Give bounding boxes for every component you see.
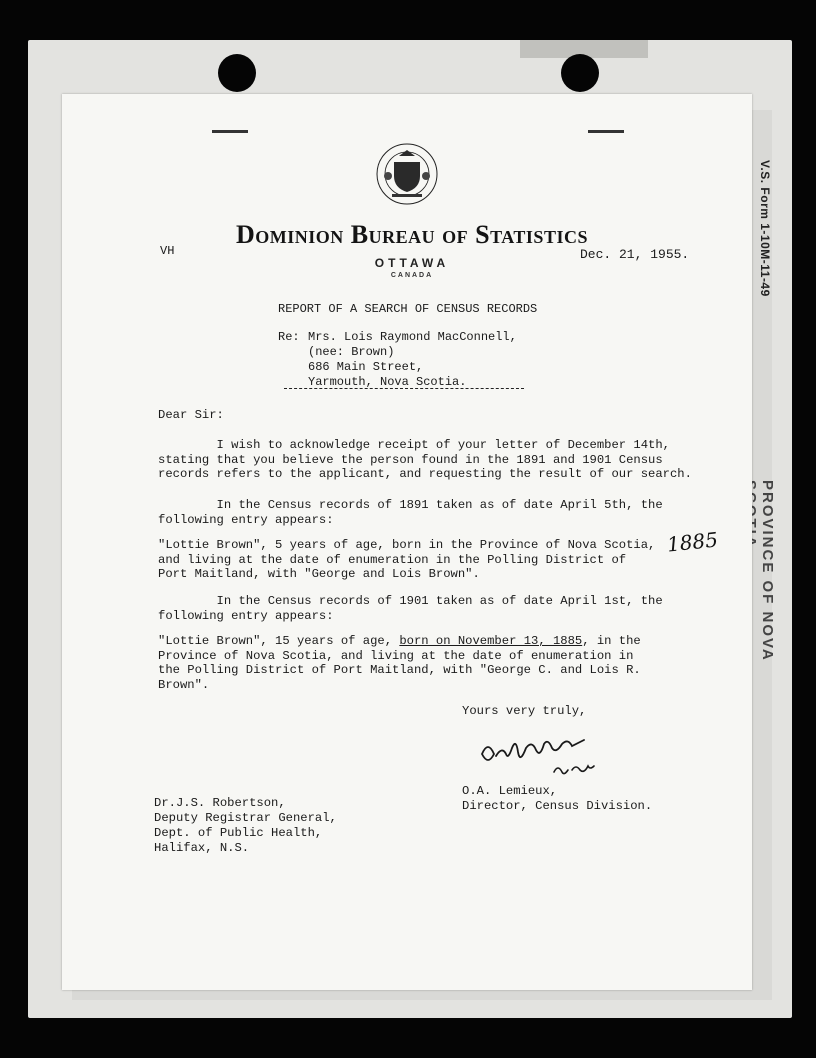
- letter-page: [62, 94, 752, 990]
- paragraph-line: stating that you believe the person found in the 1891 and 1901 Census: [158, 452, 663, 467]
- paragraph-line: I wish to acknowledge receipt of your letter of December 14th,: [158, 438, 670, 452]
- handwritten-signature: [476, 734, 616, 782]
- recipient-address: [154, 796, 337, 856]
- paragraph-line: the Polling District of Port Maitland, with "George C. and Lois R.: [158, 663, 641, 677]
- paragraph-1: [158, 438, 692, 482]
- quote-text: , in the: [582, 634, 641, 648]
- re-label: Re:: [278, 330, 300, 344]
- address-line: Halifax, N.S.: [154, 841, 250, 855]
- handwritten-year-note: 1885: [665, 527, 720, 557]
- closing: Yours very truly,: [462, 704, 587, 718]
- paragraph-line: "Lottie Brown", 5 years of age, born in the Province of Nova Scotia,: [158, 538, 656, 552]
- quote-text: "Lottie Brown", 15 years of age,: [158, 634, 400, 648]
- re-line: (nee: Brown): [308, 345, 395, 359]
- mark-right: [588, 130, 624, 133]
- report-title: REPORT OF A SEARCH OF CENSUS RECORDS: [278, 302, 538, 316]
- org-name: Dominion Bureau of Statistics: [236, 220, 588, 249]
- re-line: 686 Main Street,: [308, 360, 424, 374]
- paragraph-3-quote-1891: [158, 538, 655, 582]
- paragraph-5-quote-1901: [158, 634, 641, 692]
- salutation: Dear Sir:: [158, 408, 224, 422]
- address-line: Deputy Registrar General,: [154, 811, 337, 825]
- punch-hole-left: [218, 54, 256, 92]
- signer-name: O.A. Lemieux,: [462, 784, 558, 798]
- typist-initials: VH: [160, 244, 175, 258]
- paragraph-line: Port Maitland, with "George and Lois Brown".: [158, 567, 480, 581]
- address-line: Dr.J.S. Robertson,: [154, 796, 286, 810]
- letter-date: Dec. 21, 1955.: [580, 247, 690, 262]
- signer-block: [462, 784, 652, 814]
- re-block: [278, 330, 517, 390]
- re-divider: [284, 388, 524, 389]
- paragraph-line: In the Census records of 1901 taken as of date April 1st, the: [158, 594, 663, 608]
- underlined-birth-date: born on November 13, 1885: [399, 634, 583, 648]
- punch-hole-right: [561, 54, 599, 92]
- org-city: OTTAWA: [374, 256, 450, 270]
- paragraph-line: following entry appears:: [158, 512, 334, 527]
- province-edge-text: PROVINCE OF NOVA: [759, 480, 776, 662]
- re-line: Yarmouth, Nova Scotia.: [308, 375, 467, 389]
- paragraph-line: Province of Nova Scotia, and living at the date of enumeration in: [158, 648, 634, 663]
- paragraph-line: [158, 634, 641, 649]
- paragraph-line: Brown".: [158, 677, 210, 692]
- paragraph-4: [158, 594, 663, 623]
- mark-left: [212, 130, 248, 133]
- paragraph-line: In the Census records of 1891 taken as of date April 5th, the: [158, 498, 663, 512]
- paragraph-line: and living at the date of enumeration in the Polling District of: [158, 552, 627, 567]
- org-country: CANADA: [390, 272, 434, 279]
- signer-title: Director, Census Division.: [462, 799, 653, 813]
- address-line: Dept. of Public Health,: [154, 826, 323, 840]
- re-line: Mrs. Lois Raymond MacConnell,: [308, 330, 517, 344]
- form-number: V.S. Form 1-10M-11-49: [758, 160, 772, 297]
- paragraph-line: following entry appears:: [158, 608, 334, 623]
- department-seal-icon: [374, 140, 440, 216]
- paragraph-line: records refers to the applicant, and requesting the result of our search.: [158, 467, 692, 481]
- paragraph-2: [158, 498, 663, 527]
